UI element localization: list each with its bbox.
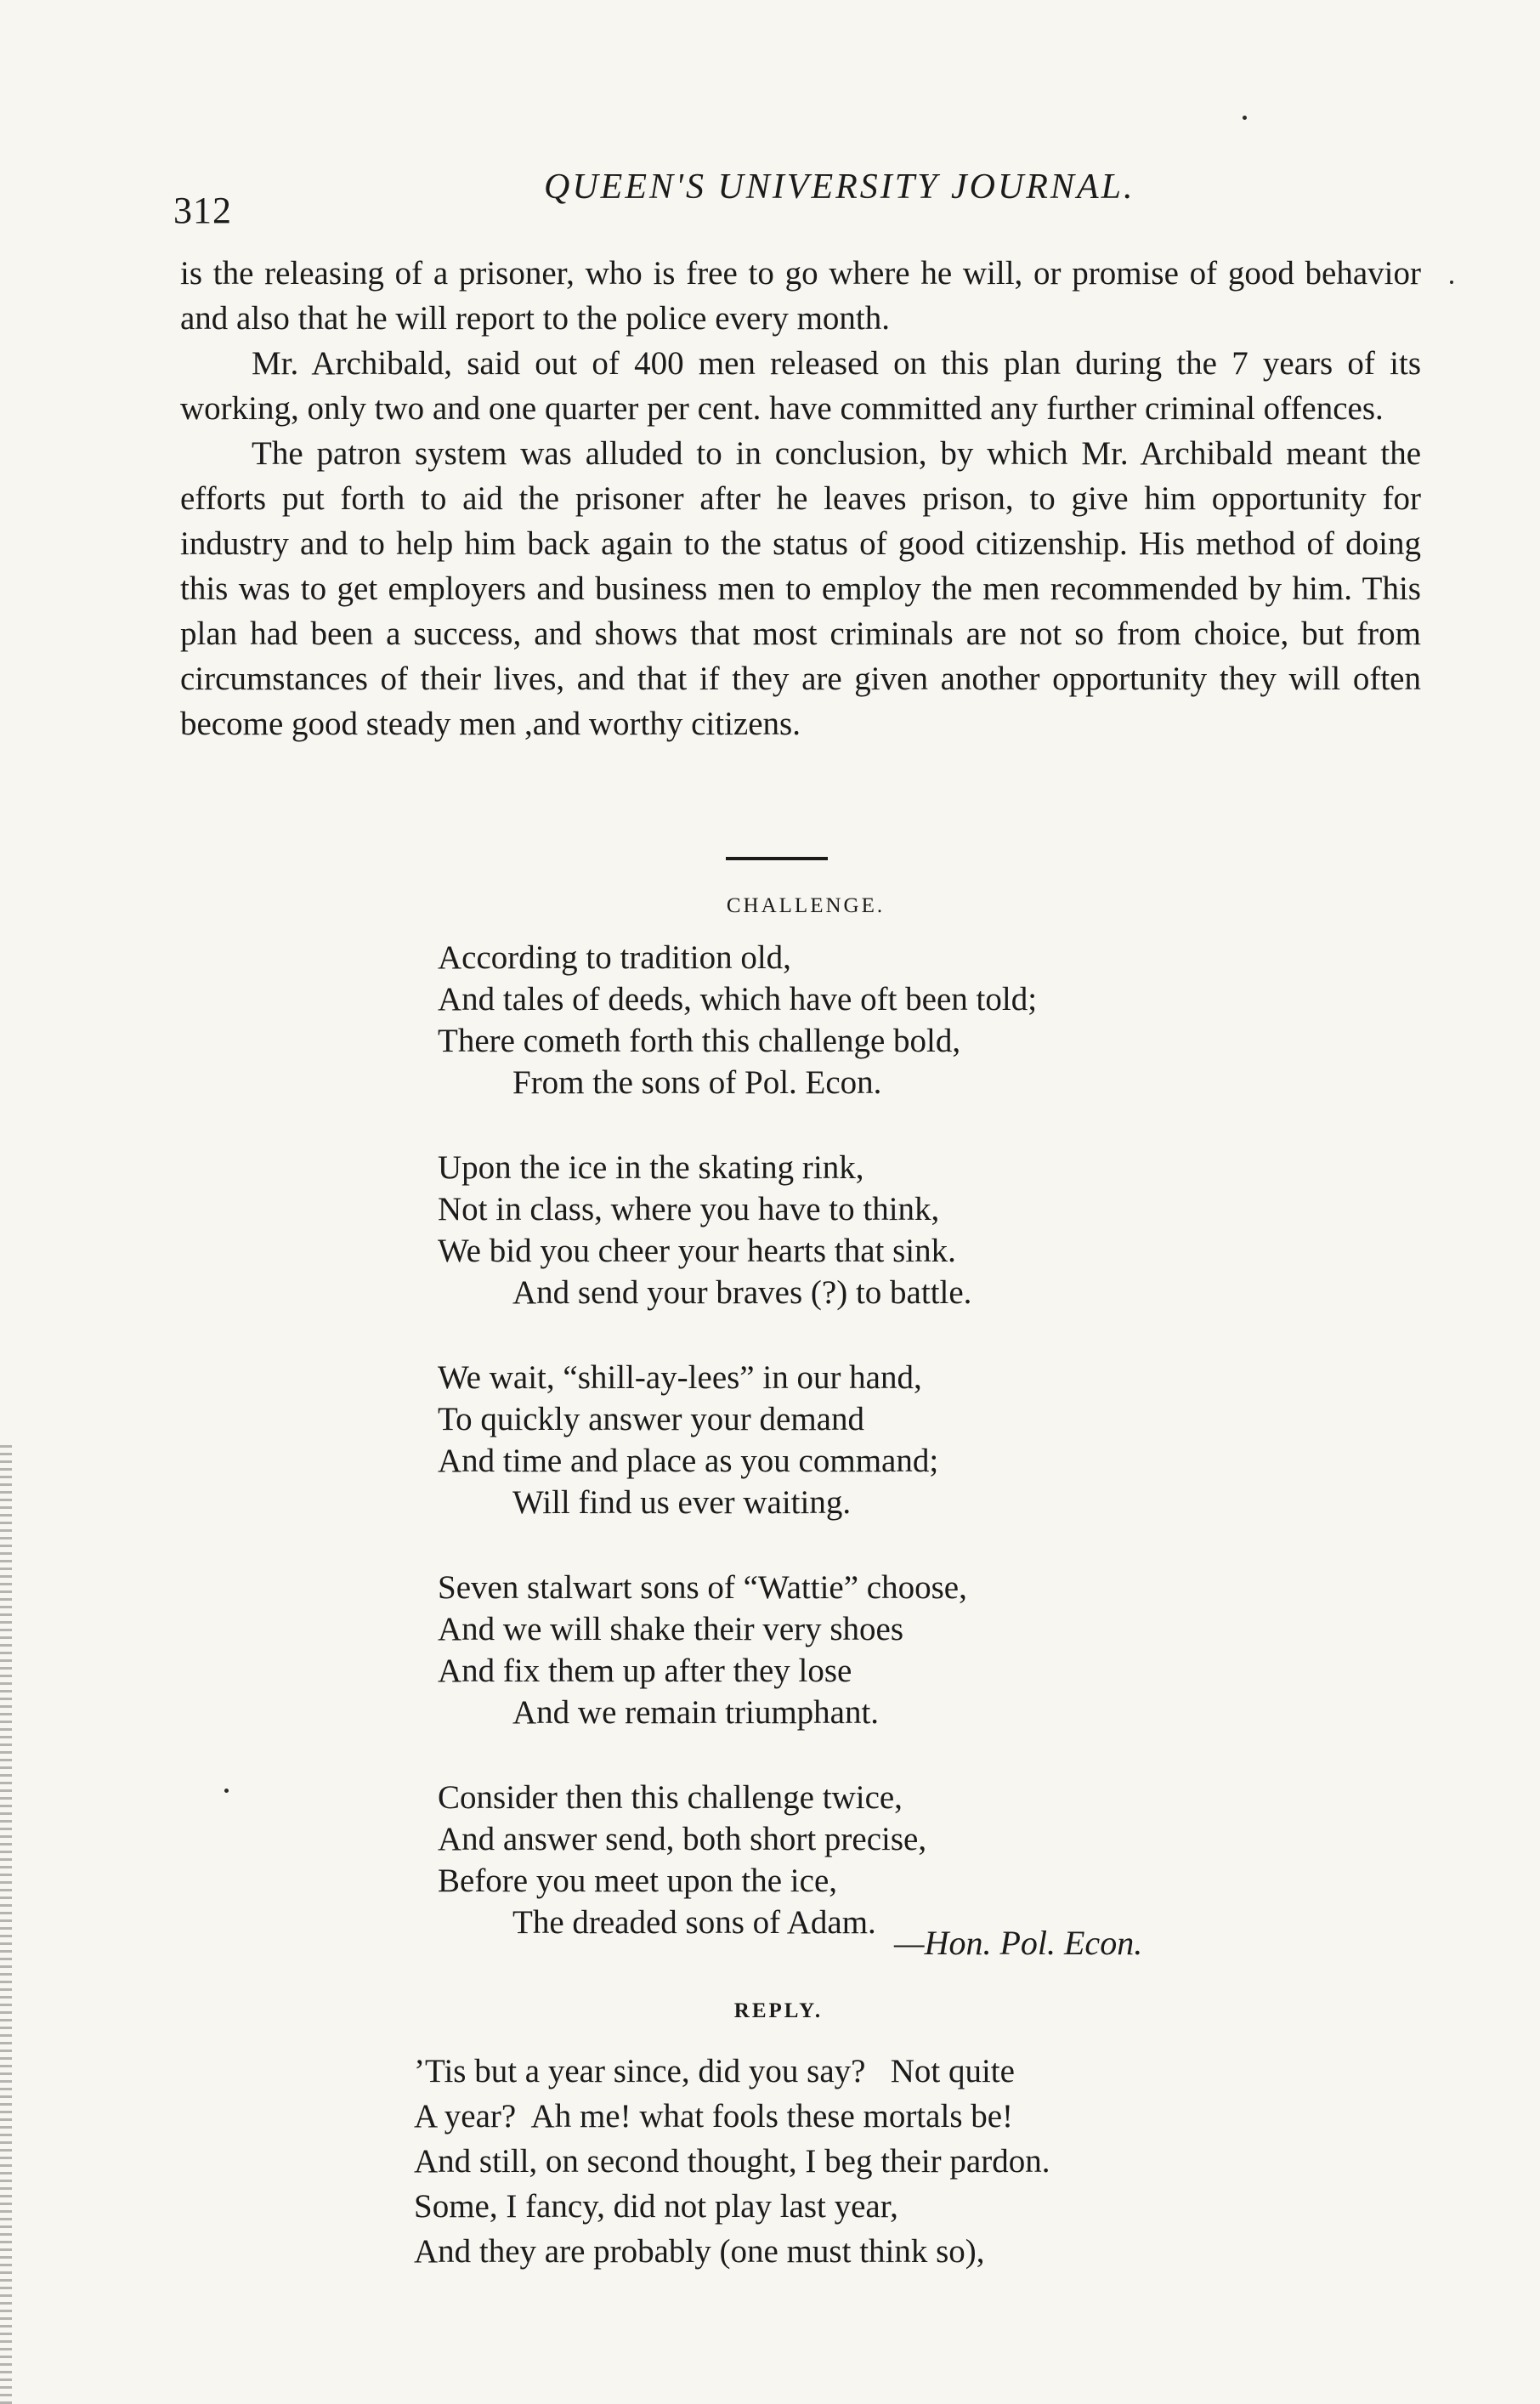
poem-line: From the sons of Pol. Econ. (512, 1064, 882, 1101)
poem-line: The dreaded sons of Adam. (512, 1904, 876, 1941)
poem-title-challenge: CHALLENGE. (726, 894, 886, 917)
page-number: 312 (173, 190, 232, 231)
poem-line: There cometh forth this challenge bold, (438, 1023, 961, 1059)
article-text (180, 251, 1421, 746)
poem-line: According to tradition old, (438, 939, 791, 976)
poem-line: And answer send, both short precise, (438, 1821, 927, 1857)
stanza (438, 1147, 1037, 1313)
poem-line: And still, on second thought, I beg their pardon. (414, 2143, 1050, 2180)
challenge-poem (438, 937, 1037, 1943)
poem-line: To quickly answer your demand (438, 1401, 864, 1437)
poem-line: And they are probably (one must think so), (414, 2233, 985, 2270)
poem-line: Upon the ice in the skating rink, (438, 1149, 864, 1186)
poem-line: Not in class, where you have to think, (438, 1191, 940, 1228)
paper-speck (1243, 116, 1247, 120)
poem-title-reply: REPLY. (733, 1999, 824, 2022)
poem-line: Will find us ever waiting. (512, 1484, 852, 1521)
poem-line: And time and place as you command; (438, 1443, 939, 1479)
poem-line: Consider then this challenge twice, (438, 1779, 903, 1816)
poem-line: Seven stalwart sons of “Wattie” choose, (438, 1569, 967, 1606)
page-spine-shadow (0, 1445, 12, 2404)
poem-line: And we will shake their very shoes (438, 1611, 904, 1647)
running-head: QUEEN'S UNIVERSITY JOURNAL. (544, 167, 1135, 207)
stanza (438, 937, 1037, 1103)
poem-line: And fix them up after they lose (438, 1653, 852, 1689)
stanza (438, 1777, 1037, 1943)
paper-speck (1450, 281, 1453, 284)
stanza (438, 1357, 1037, 1523)
poem-line: We wait, “shill-ay-lees” in our hand, (438, 1359, 922, 1396)
paragraph: Mr. Archibald, said out of 400 men released on this plan during the 7 years of its working, only two and one quarter per cent. have committed any further criminal offences. (180, 345, 1421, 427)
poem-signature: —Hon. Pol. Econ. (894, 1924, 1143, 1962)
section-divider (726, 857, 828, 860)
poem-line: Before you meet upon the ice, (438, 1863, 837, 1899)
poem-line: Some, I fancy, did not play last year, (414, 2188, 898, 2225)
poem-line: A year? Ah me! what fools these mortals be! (414, 2098, 1014, 2135)
stanza (438, 1567, 1037, 1733)
paragraph: is the releasing of a prisoner, who is free to go where he will, or promise of good behavior and also that he will report to the police every month. (180, 255, 1421, 337)
poem-line: And tales of deeds, which have oft been told; (438, 981, 1038, 1018)
poem-line: And we remain triumphant. (512, 1694, 880, 1731)
poem-line: ’Tis but a year since, did you say? Not quite (414, 2053, 1015, 2089)
poem-line: And send your braves (?) to battle. (512, 1274, 972, 1311)
poem-line: We bid you cheer your hearts that sink. (438, 1233, 956, 1269)
paper-speck (224, 1789, 229, 1793)
reply-poem (414, 2049, 1050, 2274)
paragraph: The patron system was alluded to in conclusion, by which Mr. Archibald meant the efforts put forth to aid the prisoner after he leaves prison, to give him opportunity for industry and to help him back again to the status of good citizenship. His method of doing this was to get employers and business men to employ the men recommended by him. This plan had been a success, and shows that most criminals are not so from choice, but from circumstances of their lives, and that if they are given another opportunity they will often become good steady men ,and worthy citizens. (180, 435, 1421, 742)
